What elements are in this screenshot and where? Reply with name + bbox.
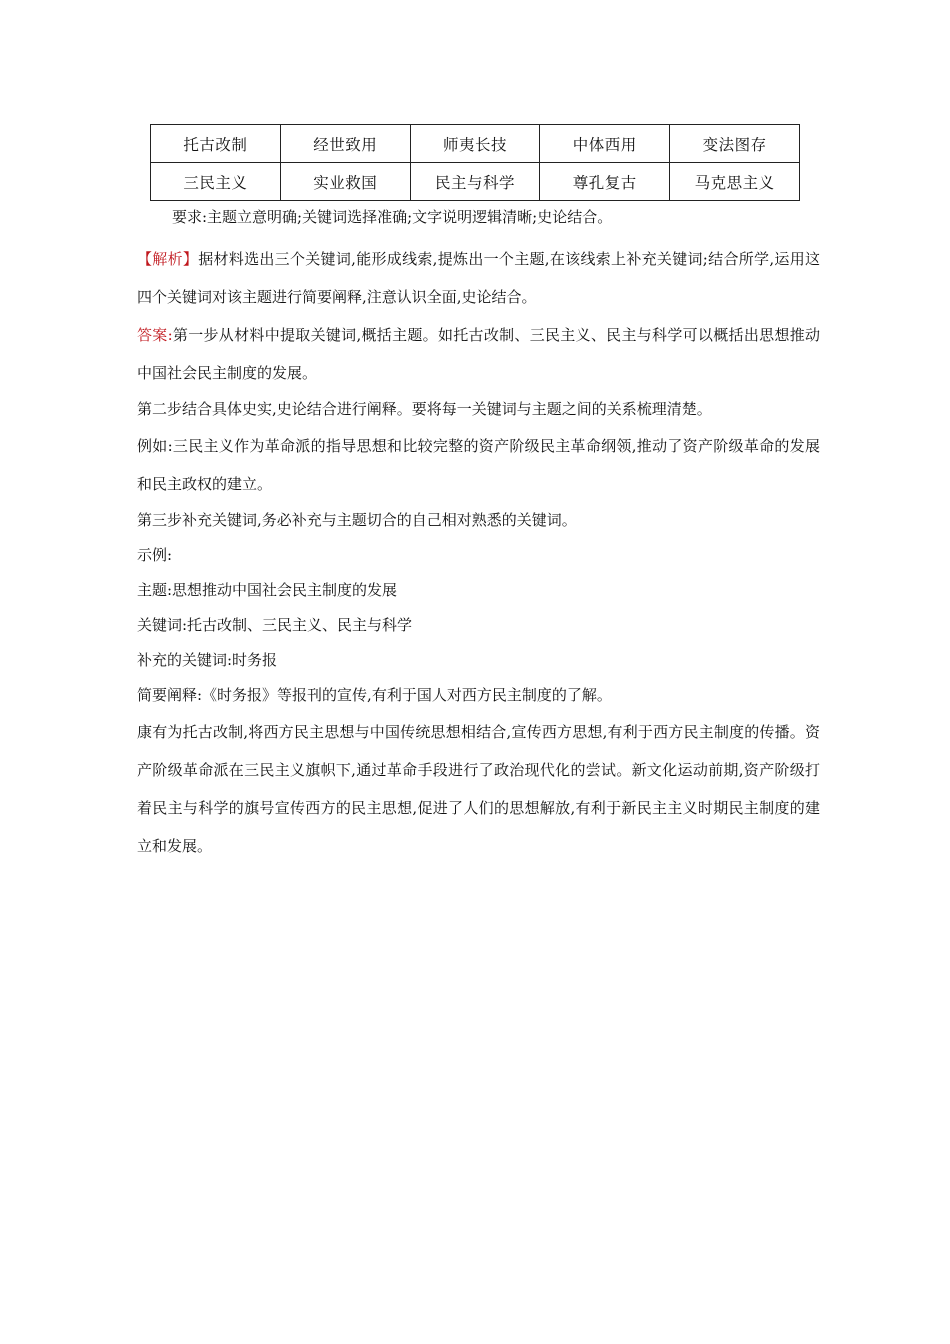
table-cell: 师夷长技	[410, 125, 540, 163]
table-cell: 中体西用	[540, 125, 670, 163]
sample-final: 康有为托古改制,将西方民主思想与中国传统思想相结合,宣传西方思想,有利于西方民主制度的传播。资产阶级革命派在三民主义旗帜下,通过革命手段进行了政治现代化的尝试。新文化运动前期,资产阶级打着民主与科学的旗号宣传西方的民主思想,促进了人们的思想解放,有利于新民主主义时期民主制度的建立和发展。	[137, 723, 820, 855]
sample-brief: 简要阐释:《时务报》等报刊的宣传,有利于国人对西方民主制度的了解。	[137, 686, 612, 704]
table-cell: 实业救国	[280, 163, 410, 201]
requirement-text: 要求:主题立意明确;关键词选择准确;文字说明逻辑清晰;史论结合。	[172, 208, 613, 226]
table-cell: 三民主义	[151, 163, 281, 201]
answer-step1	[137, 316, 820, 392]
analysis-paragraph	[137, 240, 820, 316]
table-row	[151, 125, 800, 163]
answer-tag: 答案:	[137, 326, 173, 344]
analysis-text: 据材料选出三个关键词,能形成线索,提炼出一个主题,在该线索上补充关键词;结合所学,运用这四个关键词对该主题进行简要阐释,注意认识全面,史论结合。	[137, 250, 820, 306]
table-cell: 经世致用	[280, 125, 410, 163]
answer-step1-text: 第一步从材料中提取关键词,概括主题。如托古改制、三民主义、民主与科学可以概括出思想推动中国社会民主制度的发展。	[137, 326, 820, 382]
answer-body	[137, 240, 820, 865]
table-cell: 变法图存	[670, 125, 800, 163]
answer-example: 例如:三民主义作为革命派的指导思想和比较完整的资产阶级民主革命纲领,推动了资产阶级革命的发展和民主政权的建立。	[137, 437, 820, 493]
keyword-table	[150, 124, 800, 201]
analysis-tag: 【解析】	[137, 250, 199, 268]
answer-step3: 第三步补充关键词,务必补充与主题切合的自己相对熟悉的关键词。	[137, 511, 577, 529]
table-cell: 尊孔复古	[540, 163, 670, 201]
sample-supplement: 补充的关键词:时务报	[137, 651, 278, 669]
answer-step2: 第二步结合具体史实,史论结合进行阐释。要将每一关键词与主题之间的关系梳理清楚。	[137, 400, 712, 418]
sample-theme: 主题:思想推动中国社会民主制度的发展	[137, 581, 398, 599]
table-cell: 民主与科学	[410, 163, 540, 201]
sample-keywords: 关键词:托古改制、三民主义、民主与科学	[137, 616, 413, 634]
table-row	[151, 163, 800, 201]
table-cell: 托古改制	[151, 125, 281, 163]
table-cell: 马克思主义	[670, 163, 800, 201]
sample-label: 示例:	[137, 546, 173, 564]
